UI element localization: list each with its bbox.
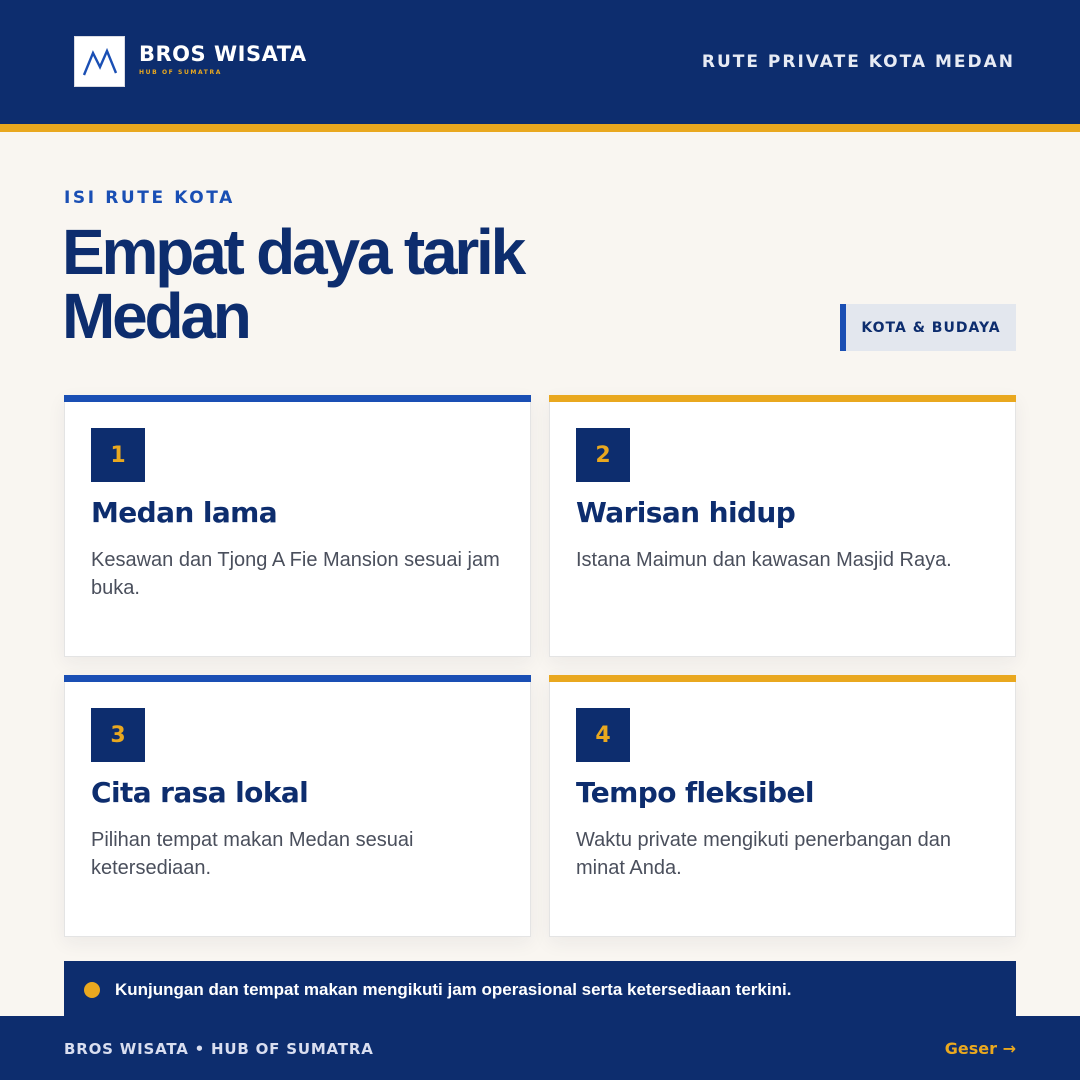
attraction-card-3 xyxy=(64,675,531,937)
top-header xyxy=(0,0,1080,124)
card-accent-line xyxy=(549,675,1016,682)
card-title: Tempo fleksibel xyxy=(576,776,814,809)
swipe-next-link[interactable]: Geser → xyxy=(944,1039,1016,1058)
brand-tagline: HUB OF SUMATRA xyxy=(139,69,222,76)
info-notice xyxy=(64,961,1016,1019)
card-description: Pilihan tempat makan Medan sesuai ketersediaan. xyxy=(91,829,414,879)
card-description: Waktu private mengikuti penerbangan dan minat Anda. xyxy=(576,829,952,879)
card-accent-line xyxy=(64,395,531,402)
card-number: 4 xyxy=(576,708,630,762)
card-number: 1 xyxy=(91,428,145,482)
footer-brand-text: BROS WISATA • HUB OF SUMATRA xyxy=(64,1040,374,1058)
card-description: Istana Maimun dan kawasan Masjid Raya. xyxy=(576,549,952,571)
card-title: Medan lama xyxy=(91,496,278,529)
card-title: Warisan hidup xyxy=(576,496,796,529)
attraction-card-1 xyxy=(64,395,531,657)
bullet-dot-icon xyxy=(84,982,100,998)
mountain-icon xyxy=(81,45,119,79)
card-accent-line xyxy=(549,395,1016,402)
card-title: Cita rasa lokal xyxy=(91,776,309,809)
category-badge: KOTA & BUDAYA xyxy=(840,304,1016,351)
header-accent-bar xyxy=(0,124,1080,132)
card-accent-line xyxy=(64,675,531,682)
notice-text: Kunjungan dan tempat makan mengikuti jam operasional serta ketersediaan terkini. xyxy=(115,980,792,999)
section-eyebrow: ISI RUTE KOTA xyxy=(64,188,235,208)
brand-name: BROS WISATA xyxy=(139,42,307,66)
card-number: 2 xyxy=(576,428,630,482)
footer xyxy=(0,1016,1080,1080)
card-number: 3 xyxy=(91,708,145,762)
attraction-card-2 xyxy=(549,395,1016,657)
card-description: Kesawan dan Tjong A Fie Mansion sesuai jam buka. xyxy=(91,549,500,599)
brand-logo xyxy=(74,36,125,87)
attraction-card-4 xyxy=(549,675,1016,937)
header-title: RUTE PRIVATE KOTA MEDAN xyxy=(701,52,1015,72)
page-title: Empat daya tarik Medan xyxy=(62,216,524,352)
